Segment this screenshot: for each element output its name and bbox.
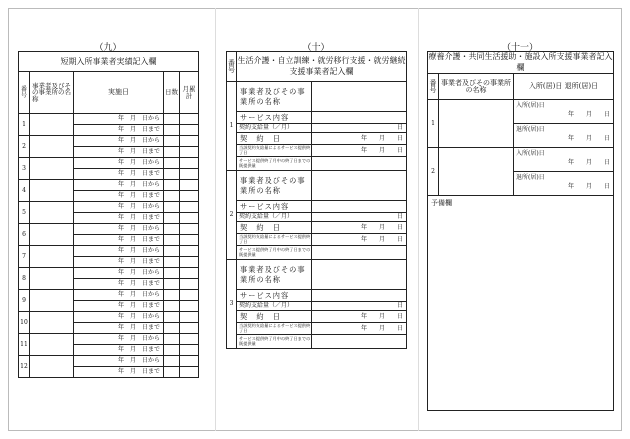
col-date: 実施日 xyxy=(74,72,164,114)
monthly-total-cell[interactable] xyxy=(180,158,199,169)
days-cell[interactable] xyxy=(164,158,180,169)
days-cell[interactable] xyxy=(164,279,180,290)
end-date-note: 当該契約支給量によるサービス提供終了日 xyxy=(237,323,312,335)
contract-date-label: 契 約 日 xyxy=(237,222,312,234)
provider-name-cell[interactable] xyxy=(30,246,74,268)
days-cell[interactable] xyxy=(164,356,180,367)
provided-amount-cell[interactable] xyxy=(312,335,407,349)
monthly-total-cell[interactable] xyxy=(180,312,199,323)
provider-name-cell[interactable] xyxy=(312,171,407,201)
days-cell[interactable] xyxy=(164,301,180,312)
date-from[interactable]: 年 月 日から xyxy=(74,158,164,169)
service-label: サービス内容 xyxy=(237,112,312,124)
monthly-total-cell[interactable] xyxy=(180,235,199,246)
leave-date-value[interactable]: 年 月 日 xyxy=(568,135,611,142)
monthly-total-cell[interactable] xyxy=(180,323,199,334)
monthly-total-cell[interactable] xyxy=(180,246,199,257)
contract-date-cell[interactable]: 年 月 日 xyxy=(312,133,407,145)
date-to[interactable]: 年 月 日まで xyxy=(74,235,164,246)
block-number: 2 xyxy=(227,171,237,260)
end-date-note: 当該契約支給量によるサービス提供終了日 xyxy=(237,145,312,157)
days-cell[interactable] xyxy=(164,257,180,268)
monthly-total-cell[interactable] xyxy=(180,213,199,224)
days-cell[interactable] xyxy=(164,169,180,180)
remarks-area[interactable]: 予備欄 xyxy=(428,196,614,411)
monthly-total-cell[interactable] xyxy=(180,147,199,158)
section-9-title: 短期入所事業者実績記入欄 xyxy=(19,52,199,72)
service-label: サービス内容 xyxy=(237,201,312,213)
section-9-header: （九） xyxy=(94,43,122,53)
days-cell[interactable] xyxy=(164,224,180,235)
panel-divider xyxy=(418,8,419,431)
provider-name-cell[interactable] xyxy=(30,202,74,224)
col-number: 番号 xyxy=(428,74,439,100)
date-from[interactable]: 年 月 日から xyxy=(74,334,164,345)
monthly-total-cell[interactable] xyxy=(180,334,199,345)
row-number: 3 xyxy=(19,158,30,180)
col-monthly-total: 月累計 xyxy=(180,72,199,114)
panel-divider xyxy=(215,8,216,431)
provider-name-cell[interactable] xyxy=(439,100,514,148)
date-to[interactable]: 年 月 日まで xyxy=(74,367,164,378)
monthly-total-cell[interactable] xyxy=(180,301,199,312)
days-cell[interactable] xyxy=(164,191,180,202)
date-from[interactable]: 年 月 日から xyxy=(74,268,164,279)
row-number: 1 xyxy=(428,100,439,148)
monthly-total-cell[interactable] xyxy=(180,345,199,356)
enter-date-label: 入所(居)日 xyxy=(516,150,545,157)
service-cell[interactable] xyxy=(312,201,407,213)
monthly-total-cell[interactable] xyxy=(180,367,199,378)
date-to[interactable]: 年 月 日まで xyxy=(74,345,164,356)
row-number: 5 xyxy=(19,202,30,224)
col-provider-name: 事業者及びその事業所の名称 xyxy=(30,72,74,114)
leave-date-cell[interactable] xyxy=(514,124,614,148)
days-cell[interactable] xyxy=(164,268,180,279)
col-days: 日数 xyxy=(164,72,180,114)
days-cell[interactable] xyxy=(164,213,180,224)
enter-date-cell[interactable] xyxy=(514,148,614,172)
row-number: 9 xyxy=(19,290,30,312)
contract-date-cell[interactable]: 年 月 日 xyxy=(312,222,407,234)
end-date-cell[interactable]: 年 月 日 xyxy=(312,234,407,246)
provider-name-cell[interactable] xyxy=(30,334,74,356)
provider-name-cell[interactable] xyxy=(30,180,74,202)
provided-amount-note: サービス提供終了月中の終了日までの既提供量 xyxy=(237,246,312,260)
end-date-cell[interactable]: 年 月 日 xyxy=(312,323,407,335)
date-from[interactable]: 年 月 日から xyxy=(74,290,164,301)
monthly-total-cell[interactable] xyxy=(180,191,199,202)
days-cell[interactable] xyxy=(164,367,180,378)
date-from[interactable]: 年 月 日から xyxy=(74,356,164,367)
end-date-note: 当該契約支給量によるサービス提供終了日 xyxy=(237,234,312,246)
monthly-total-cell[interactable] xyxy=(180,268,199,279)
row-number: 1 xyxy=(19,114,30,136)
amount-label: 契約支給量（／月） xyxy=(237,124,312,133)
date-to[interactable]: 年 月 日まで xyxy=(74,125,164,136)
row-number: 7 xyxy=(19,246,30,268)
section-11-header: （十一） xyxy=(501,43,538,53)
date-to[interactable]: 年 月 日まで xyxy=(74,169,164,180)
monthly-total-cell[interactable] xyxy=(180,202,199,213)
provided-amount-note: サービス提供終了月中の終了日までの既提供量 xyxy=(237,335,312,349)
col-enter-leave-dates: 入所(居)日 退所(居)日 xyxy=(514,74,614,100)
days-cell[interactable] xyxy=(164,147,180,158)
service-cell[interactable] xyxy=(312,112,407,124)
section-10-header: （十） xyxy=(302,43,330,53)
date-to[interactable]: 年 月 日まで xyxy=(74,213,164,224)
col-number: 番号 xyxy=(227,52,237,82)
date-to[interactable]: 年 月 日まで xyxy=(74,257,164,268)
block-number: 1 xyxy=(227,82,237,171)
block-number: 3 xyxy=(227,260,237,349)
section-11-table xyxy=(427,51,614,411)
provider-name-cell[interactable] xyxy=(30,136,74,158)
date-to[interactable]: 年 月 日まで xyxy=(74,279,164,290)
leave-date-label: 退所(居)日 xyxy=(516,174,545,181)
monthly-total-cell[interactable] xyxy=(180,169,199,180)
col-provider-name: 事業者及びその事業所の名称 xyxy=(439,74,514,100)
provided-amount-note: サービス提供終了月中の終了日までの既提供量 xyxy=(237,157,312,171)
monthly-total-cell[interactable] xyxy=(180,114,199,125)
provider-name-cell[interactable] xyxy=(30,268,74,290)
row-number: 2 xyxy=(428,148,439,196)
row-number: 8 xyxy=(19,268,30,290)
row-number: 2 xyxy=(19,136,30,158)
provider-name-label: 事業者及びその事業所の名称 xyxy=(237,171,312,201)
provider-name-cell[interactable] xyxy=(30,114,74,136)
days-cell[interactable] xyxy=(164,125,180,136)
leave-date-cell[interactable] xyxy=(514,172,614,196)
provided-amount-cell[interactable] xyxy=(312,157,407,171)
row-number: 6 xyxy=(19,224,30,246)
monthly-total-cell[interactable] xyxy=(180,257,199,268)
enter-date-label: 入所(居)日 xyxy=(516,102,545,109)
provider-name-cell[interactable] xyxy=(30,356,74,378)
date-to[interactable]: 年 月 日まで xyxy=(74,191,164,202)
provider-name-cell[interactable] xyxy=(439,148,514,196)
leave-date-label: 退所(居)日 xyxy=(516,126,545,133)
section-9-table xyxy=(18,51,199,378)
date-to[interactable]: 年 月 日まで xyxy=(74,301,164,312)
row-number: 4 xyxy=(19,180,30,202)
amount-label: 契約支給量（／月） xyxy=(237,302,312,311)
days-cell[interactable] xyxy=(164,290,180,301)
col-number: 番号 xyxy=(19,72,30,114)
provider-name-cell[interactable] xyxy=(30,290,74,312)
row-number: 12 xyxy=(19,356,30,378)
provider-name-label: 事業者及びその事業所の名称 xyxy=(237,260,312,290)
amount-day[interactable]: 日 xyxy=(312,302,407,311)
date-from[interactable]: 年 月 日から xyxy=(74,312,164,323)
provider-name-cell[interactable] xyxy=(312,260,407,290)
end-date-cell[interactable]: 年 月 日 xyxy=(312,145,407,157)
amount-label: 契約支給量（／月） xyxy=(237,213,312,222)
monthly-total-cell[interactable] xyxy=(180,125,199,136)
days-cell[interactable] xyxy=(164,345,180,356)
days-cell[interactable] xyxy=(164,136,180,147)
amount-day[interactable]: 日 xyxy=(312,124,407,133)
section-10-title: 生活介護・自立訓練・就労移行支援・就労継続支援事業者記入欄 xyxy=(237,52,407,82)
days-cell[interactable] xyxy=(164,246,180,257)
monthly-total-cell[interactable] xyxy=(180,224,199,235)
monthly-total-cell[interactable] xyxy=(180,290,199,301)
enter-date-cell[interactable] xyxy=(514,100,614,124)
provider-name-cell[interactable] xyxy=(30,158,74,180)
date-to[interactable]: 年 月 日まで xyxy=(74,147,164,158)
row-number: 11 xyxy=(19,334,30,356)
date-from[interactable]: 年 月 日から xyxy=(74,136,164,147)
monthly-total-cell[interactable] xyxy=(180,136,199,147)
contract-date-label: 契 約 日 xyxy=(237,311,312,323)
leave-date-value[interactable]: 年 月 日 xyxy=(568,183,611,190)
days-cell[interactable] xyxy=(164,312,180,323)
provider-name-cell[interactable] xyxy=(30,312,74,334)
days-cell[interactable] xyxy=(164,202,180,213)
provider-name-cell[interactable] xyxy=(312,82,407,112)
date-from[interactable]: 年 月 日から xyxy=(74,246,164,257)
amount-day[interactable]: 日 xyxy=(312,213,407,222)
monthly-total-cell[interactable] xyxy=(180,356,199,367)
monthly-total-cell[interactable] xyxy=(180,279,199,290)
contract-date-cell[interactable]: 年 月 日 xyxy=(312,311,407,323)
date-from[interactable]: 年 月 日から xyxy=(74,202,164,213)
section-10-table xyxy=(226,51,407,349)
section-11-title: 療養介護・共同生活援助・施設入所支援事業者記入欄 xyxy=(428,52,613,72)
days-cell[interactable] xyxy=(164,323,180,334)
days-cell[interactable] xyxy=(164,114,180,125)
service-cell[interactable] xyxy=(312,290,407,302)
contract-date-label: 契 約 日 xyxy=(237,133,312,145)
date-to[interactable]: 年 月 日まで xyxy=(74,323,164,334)
provided-amount-cell[interactable] xyxy=(312,246,407,260)
enter-date-value[interactable]: 年 月 日 xyxy=(568,159,611,166)
provider-name-cell[interactable] xyxy=(30,224,74,246)
date-from[interactable]: 年 月 日から xyxy=(74,180,164,191)
enter-date-value[interactable]: 年 月 日 xyxy=(568,111,611,118)
monthly-total-cell[interactable] xyxy=(180,180,199,191)
days-cell[interactable] xyxy=(164,334,180,345)
date-from[interactable]: 年 月 日から xyxy=(74,224,164,235)
row-number: 10 xyxy=(19,312,30,334)
days-cell[interactable] xyxy=(164,235,180,246)
date-from[interactable]: 年 月 日から xyxy=(74,114,164,125)
service-label: サービス内容 xyxy=(237,290,312,302)
provider-name-label: 事業者及びその事業所の名称 xyxy=(237,82,312,112)
days-cell[interactable] xyxy=(164,180,180,191)
